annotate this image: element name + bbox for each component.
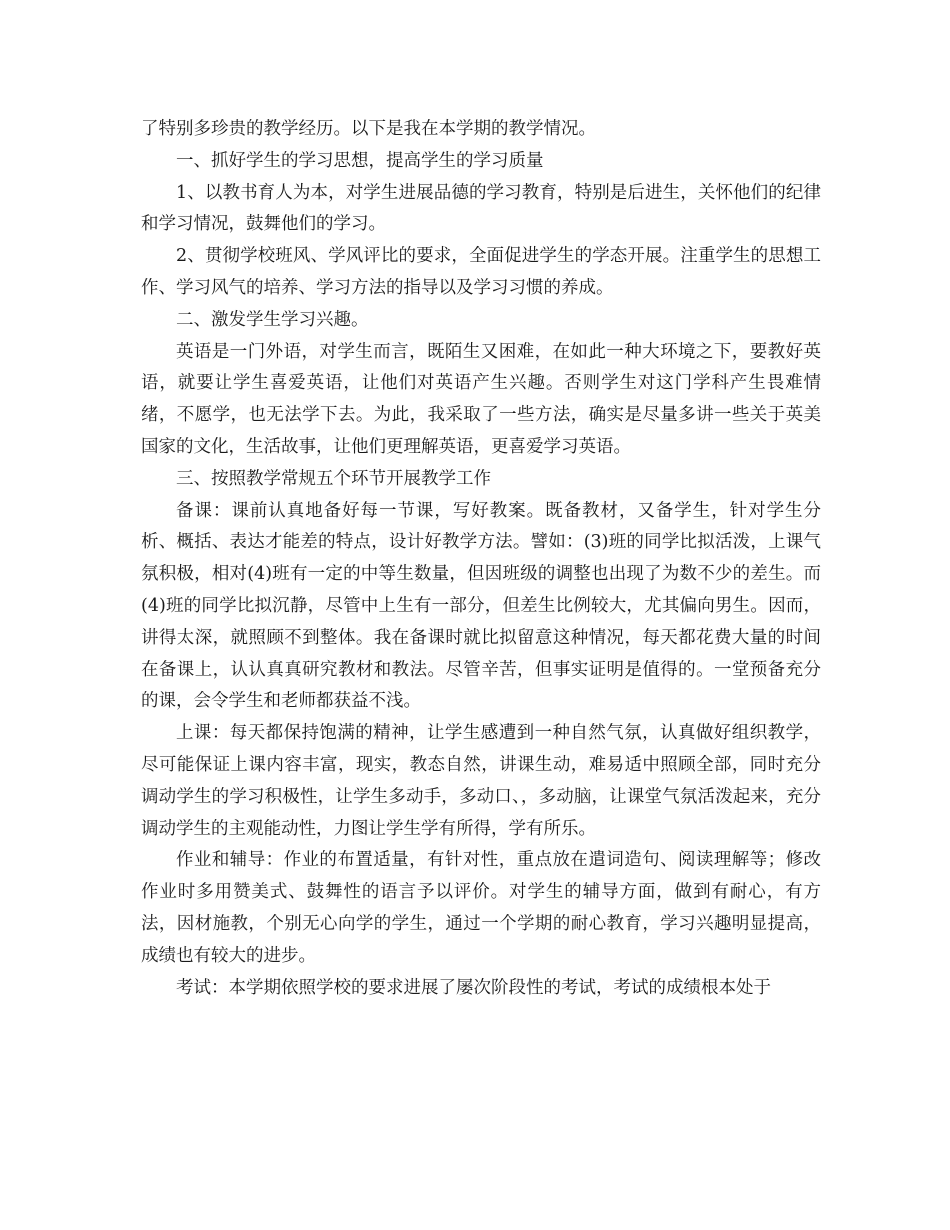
paragraph-homework-tutoring: 作业和辅导：作业的布置适量，有针对性，重点放在遣词造句、阅读理解等；修改作业时多用赞美式、鼓舞性的语言予以评价。对学生的辅导方面，做到有耐心，有方法，因材施教，个别无心向学的学生，通过一个学期的耐心教育，学习兴趣明显提高，成绩也有较大的进步。 <box>141 850 821 966</box>
paragraph-lesson-prep: 备课：课前认真地备好每一节课，写好教案。既备教材，又备学生，针对学生分析、概括、表达才能差的特点，设计好教学方法。譬如：(3)班的同学比拟活泼，上课气氛积极，相对(4)班有一定的中等生数量，但因班级的调整也出现了为数不少的差生。而(4)班的同学比拟沉静，尽管中上生有一部分，但差生比例较大，尤其偏向男生。因而，讲得太深，就照顾不到整体。我在备课时就比拟留意这种情况，每天都花费大量的时间在备课上，认认真真研究教材和教法。尽管辛苦，但事实证明是值得的。一堂预备充分的课，会令学生和老师都获益不浅。 <box>141 500 821 712</box>
paragraph-item-2: 2、贯彻学校班风、学风评比的要求，全面促进学生的学态开展。注重学生的思想工作、学习风气的培养、学习方法的指导以及学习习惯的养成。 <box>141 246 821 298</box>
section-heading-3: 三、按照教学常规五个环节开展教学工作 <box>176 468 491 489</box>
paragraph-item-1: 1、以教书育人为本，对学生进展品德的学习教育，特别是后进生，关怀他们的纪律和学习情况，鼓舞他们的学习。 <box>141 182 821 235</box>
paragraph-exams: 考试：本学期依照学校的要求进展了屡次阶段性的考试，考试的成绩根本处于 <box>176 977 771 998</box>
paragraph-continuation: 了特别多珍贵的教学经历。以下是我在本学期的教学情况。 <box>141 119 596 139</box>
document-body <box>141 114 821 1004</box>
section-heading-2: 二、激发学生学习兴趣。 <box>176 309 369 330</box>
section-heading-1: 一、抓好学生的学习思想，提高学生的学习质量 <box>176 150 544 171</box>
paragraph-class-teaching: 上课：每天都保持饱满的精神，让学生感遭到一种自然气氛，认真做好组织教学，尽可能保证上课内容丰富，现实，教态自然，讲课生动，难易适中照顾全部，同时充分调动学生的学习积极性，让学生多动手，多动口、，多动脑，让课堂气氛活泼起来，充分调动学生的主观能动性，力图让学生学有所得，学有所乐。 <box>141 723 821 839</box>
paragraph-english-interest: 英语是一门外语，对学生而言，既陌生又困难，在如此一种大环境之下，要教好英语，就要让学生喜爱英语，让他们对英语产生兴趣。否则学生对这门学科产生畏难情绪，不愿学，也无法学下去。为此，我采取了一些方法，确实是尽量多讲一些关于英美国家的文化，生活故事，让他们更理解英语，更喜爱学习英语。 <box>141 341 821 457</box>
